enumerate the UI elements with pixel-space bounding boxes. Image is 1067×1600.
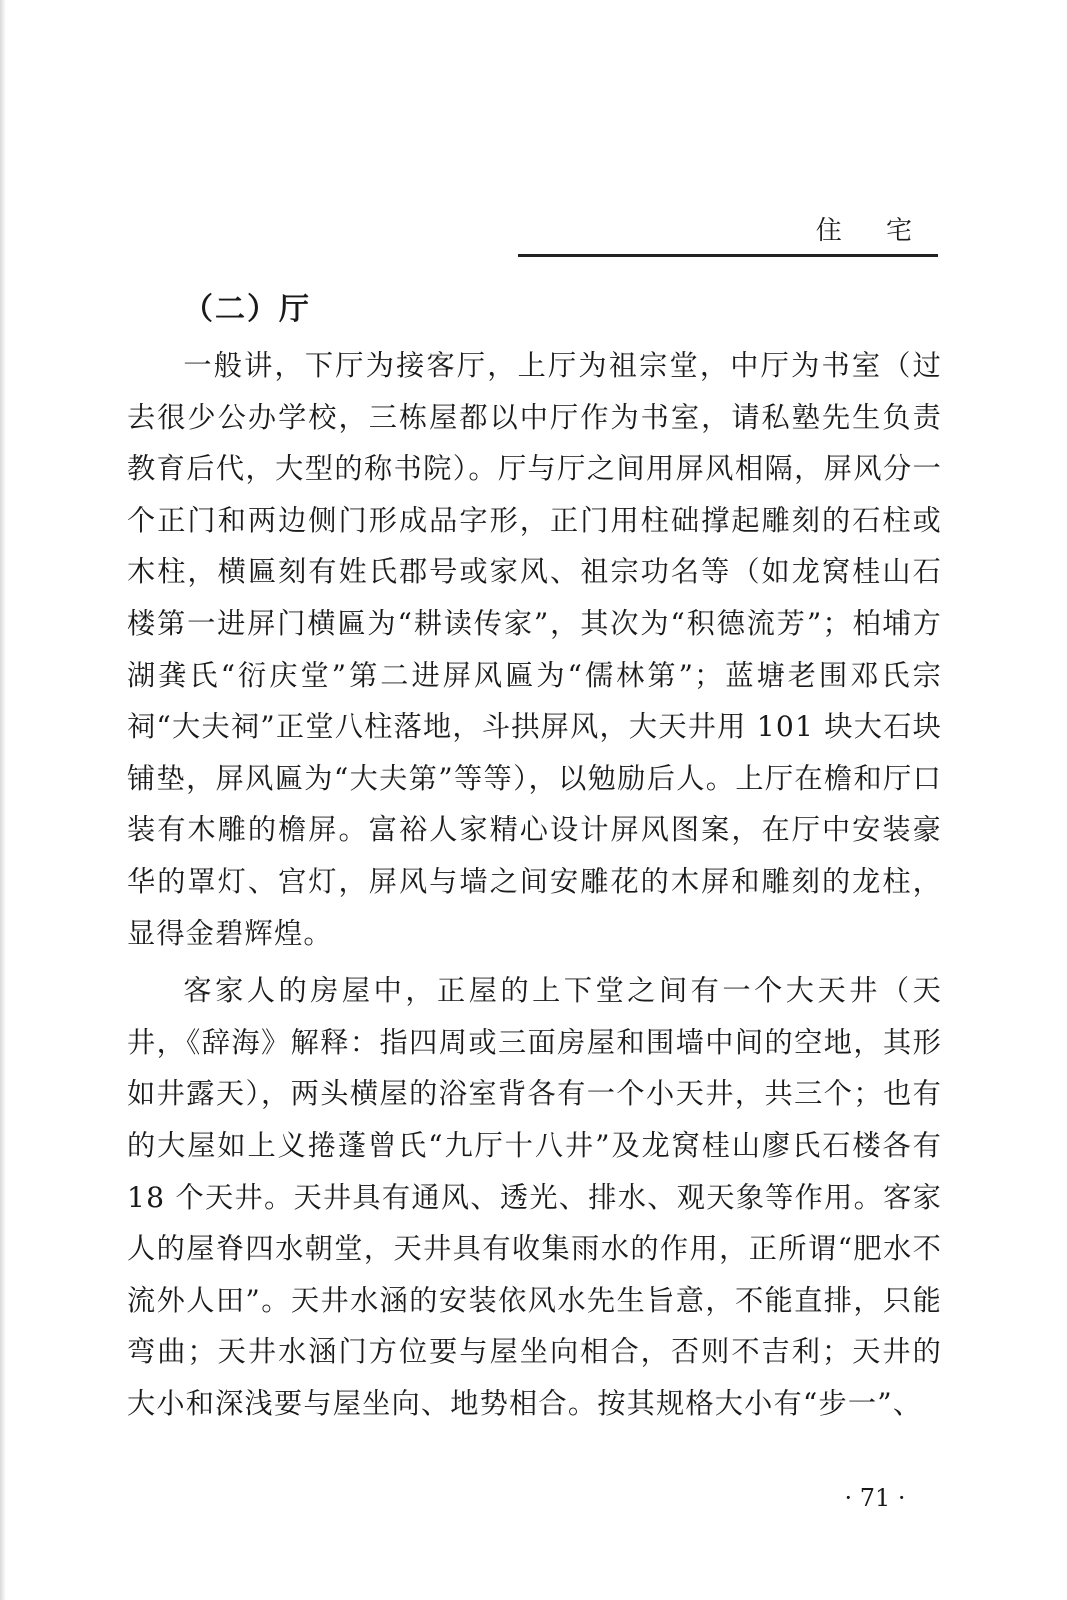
paragraph-courtyard: 客家人的房屋中，正屋的上下堂之间有一个大天井（天井，《辞海》解释：指四周或三面房屋和围墙中间的空地，其形如井露天），两头横屋的浴室背各有一个小天井，共三个；也有的大屋如上义捲蓬曾氏“九厅十八井”及龙窝桂山廖氏石楼各有 18 个天井。天井具有通风、透光、排水、观天象等作用。客家人的屋脊四水朝堂，天井具有收集雨水的作用，正所谓“肥水不流外人田”。天井水涵的安装依风水先生旨意，不能直排，只能弯曲；天井水涵门方位要与屋坐向相合，否则不吉利；天井的大小和深浅要与屋坐向、地势相合。按其规格大小有“步一”、: [127, 974, 942, 1420]
section-heading: （二）厅: [183, 292, 311, 327]
running-header-title: 住 宅: [815, 216, 930, 246]
page-number: · 71 ·: [844, 1484, 906, 1512]
page-body: [127, 286, 942, 1435]
paragraph-hall: 一般讲，下厅为接客厅，上厅为祖宗堂，中厅为书室（过去很少公办学校，三栋屋都以中厅作为书室，请私塾先生负责教育后代，大型的称书院）。厅与厅之间用屏风相隔，屏风分一个正门和两边侧门形成品字形，正门用柱础撑起雕刻的石柱或木柱，横匾刻有姓氏郡号或家风、祖宗功名等（如龙窝桂山石楼第一进屏门横匾为“耕读传家”，其次为“积德流芳”；柏埔方湖龚氏“衍庆堂”第二进屏风匾为“儒林第”；蓝塘老围邓氏宗祠“大夫祠”正堂八柱落地，斗拱屏风，大天井用 101 块大石块铺垫，屏风匾为“大夫第”等等），以勉励后人。上厅在檐和厅口装有木雕的檐屏。富裕人家精心设计屏风图案，在厅中安装豪华的罩灯、宫灯，屏风与墙之间安雕花的木屏和雕刻的龙柱，显得金碧辉煌。: [127, 349, 942, 950]
scan-shadow-edge: [0, 0, 6, 1600]
header-rule: [518, 254, 938, 257]
